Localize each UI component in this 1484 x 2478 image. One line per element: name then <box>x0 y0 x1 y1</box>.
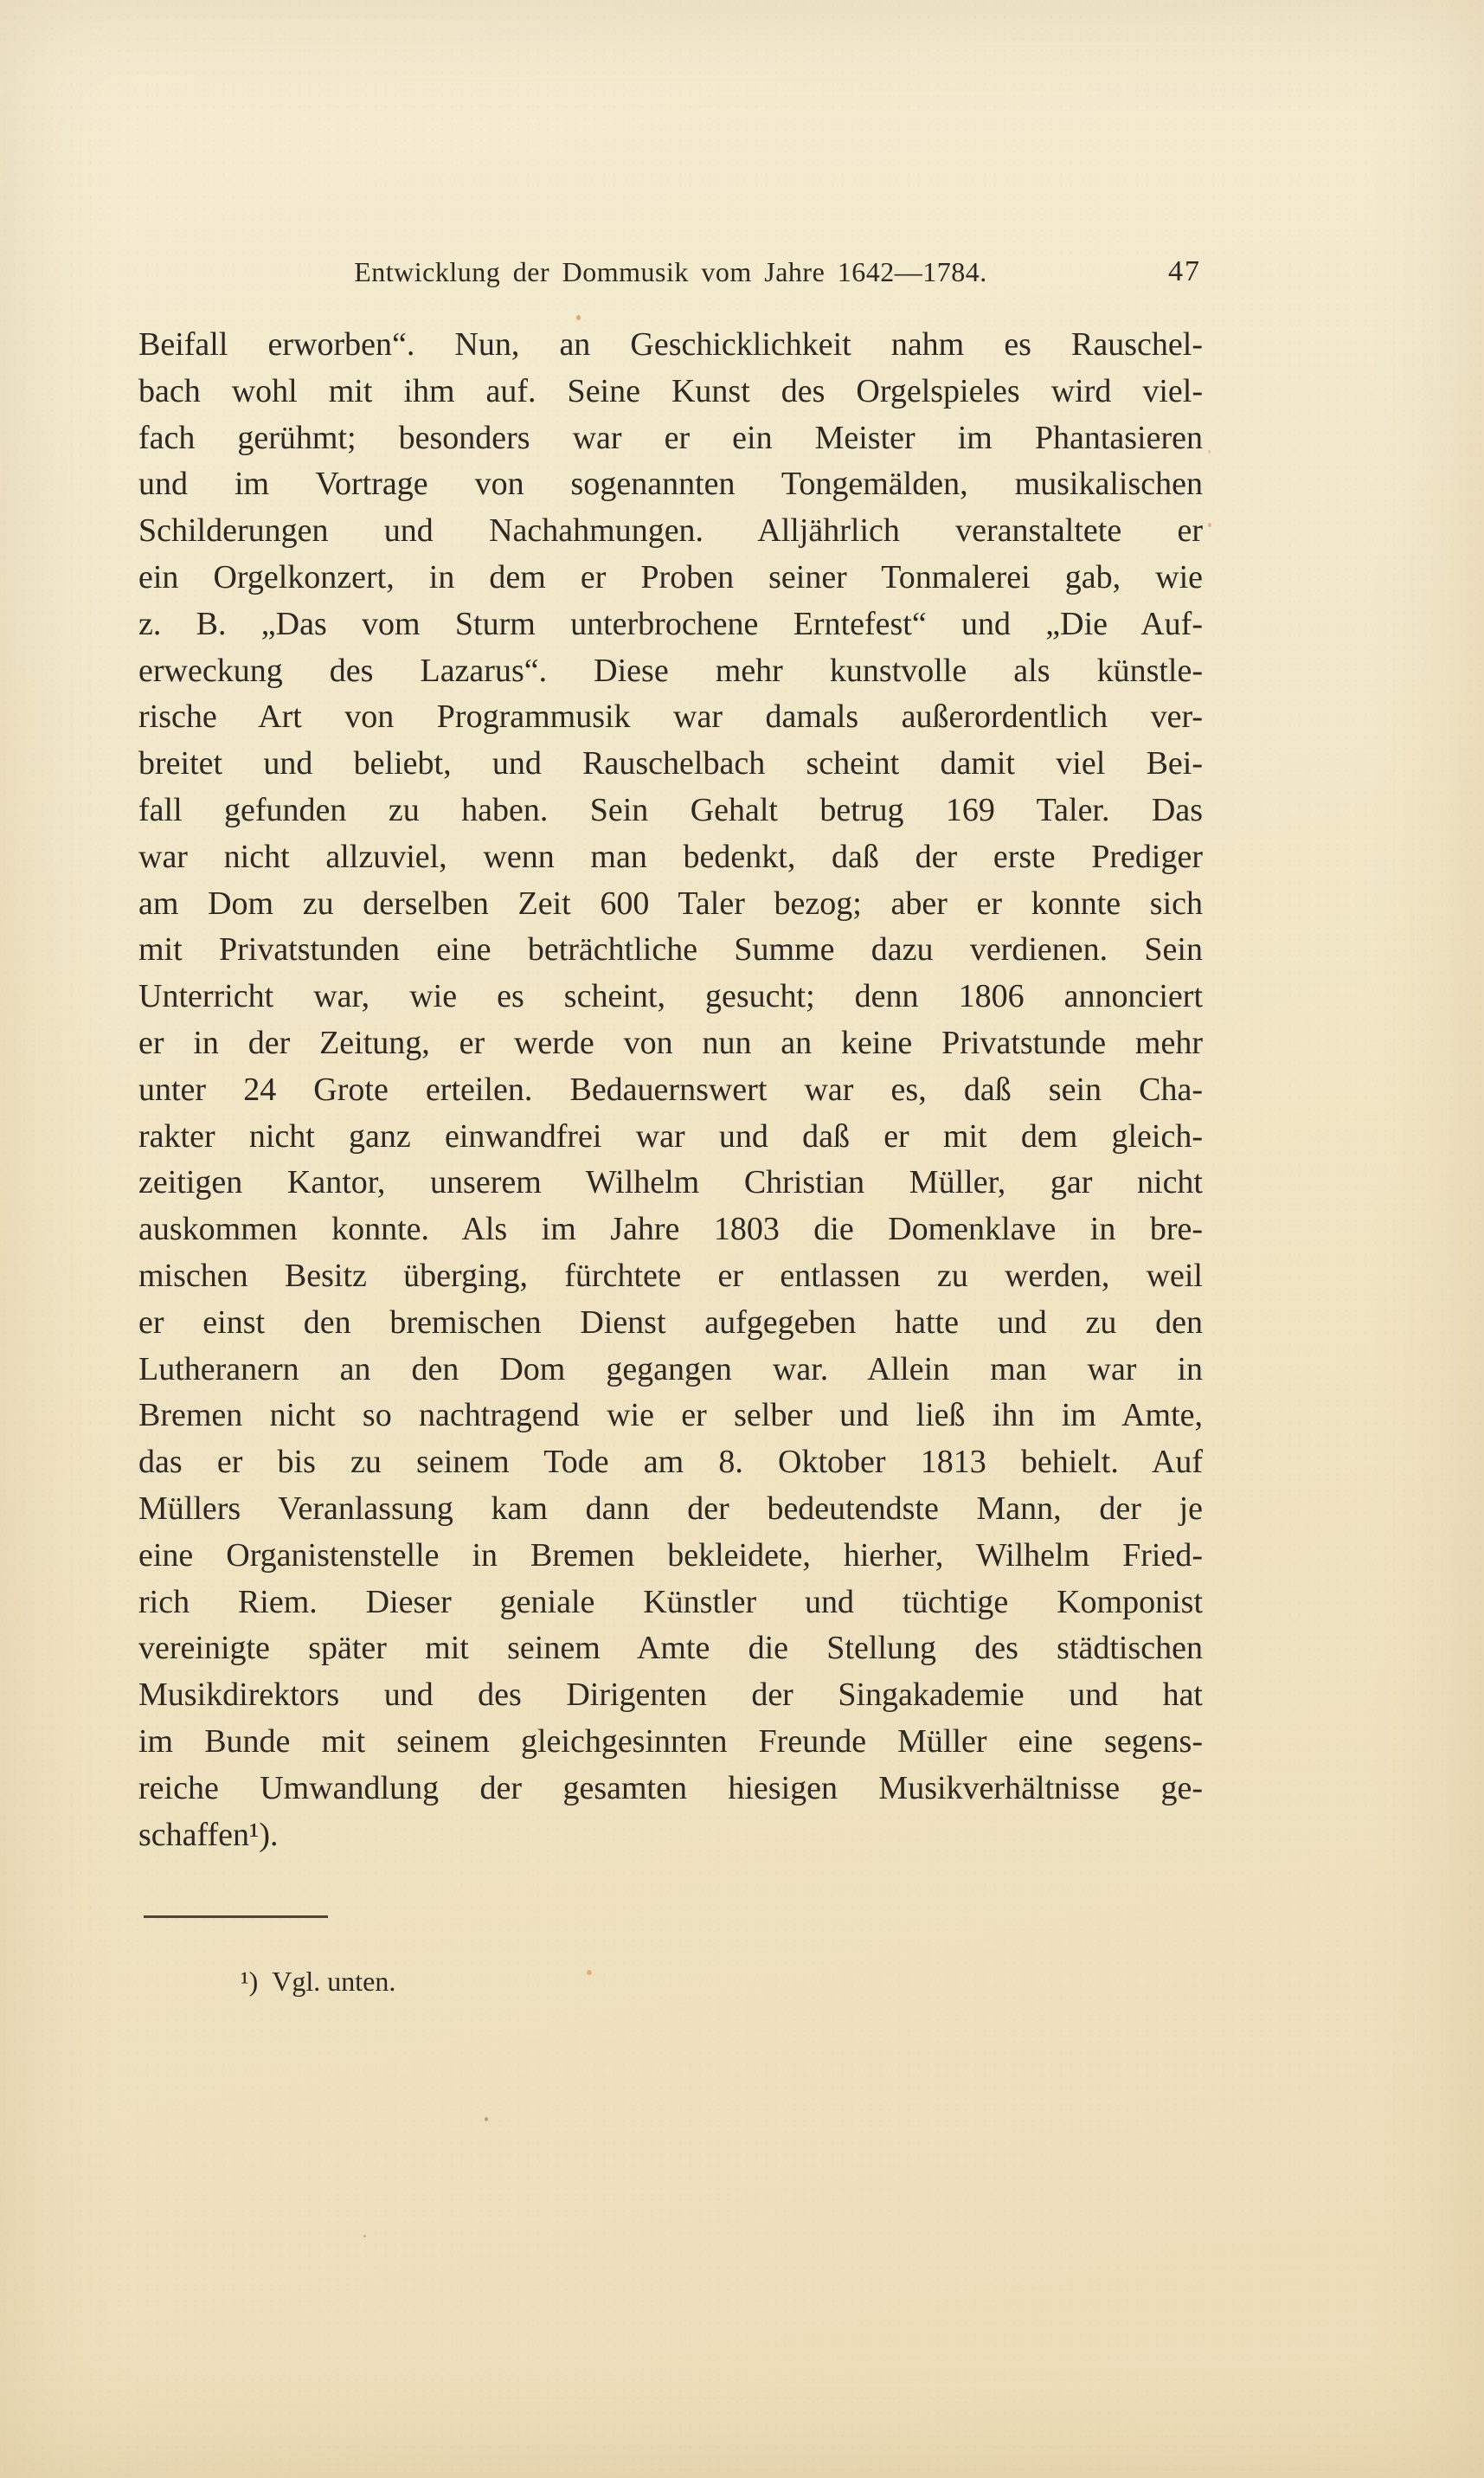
text-line: breitet und beliebt, und Rauschelbach scheint damit viel Bei- <box>138 745 1203 782</box>
paper-speck <box>485 2117 488 2121</box>
text-line: unter 24 Grote erteilen. Bedauernswert war es, daß sein Cha- <box>138 1071 1203 1108</box>
text-line: und im Vortrage von sogenannten Tongemälden, musikalischen <box>138 466 1203 503</box>
text-line: Müllers Veranlassung kam dann der bedeutendste Mann, der je <box>138 1490 1203 1527</box>
text-line: er einst den bremischen Dienst aufgegeben hatte und zu den <box>138 1303 1203 1341</box>
text-line: rich Riem. Dieser geniale Künstler und tüchtige Komponist <box>138 1583 1203 1620</box>
text-line: das er bis zu seinem Tode am 8. Oktober 1813 behielt. Auf <box>138 1444 1203 1481</box>
page-header <box>138 253 1203 293</box>
paper-speck <box>1208 450 1211 454</box>
text-line: Schilderungen und Nachahmungen. Alljährlich veranstaltete er <box>138 512 1203 550</box>
text-line: Bremen nicht so nachtragend wie er selber und ließ ihn im Amte, <box>138 1397 1203 1434</box>
text-line: schaffen¹). <box>138 1816 279 1853</box>
paper-speck <box>576 315 581 320</box>
text-line: bach wohl mit ihm auf. Seine Kunst des Orgelspieles wird viel- <box>138 372 1203 409</box>
text-line: z. B. „Das vom Sturm unterbrochene Erntefest“ und „Die Auf- <box>138 605 1203 642</box>
footnote-text: Vgl. unten. <box>272 1966 396 1997</box>
text-line: er in der Zeitung, er werde von nun an keine Privatstunde mehr <box>138 1024 1203 1061</box>
text-line: rakter nicht ganz einwandfrei war und daß er mit dem gleich- <box>138 1117 1203 1155</box>
text-line: vereinigte später mit seinem Amte die Stellung des städtischen <box>138 1630 1203 1667</box>
text-line: Beifall erworben“. Nun, an Geschicklichkeit nahm es Rauschel- <box>138 326 1203 363</box>
paper-speck <box>363 2235 366 2237</box>
text-line: mischen Besitz überging, fürchtete er entlassen zu werden, weil <box>138 1257 1203 1294</box>
text-line: eine Organistenstelle in Bremen bekleidete, hierher, Wilhelm Fried- <box>138 1536 1203 1574</box>
text-line: ein Orgelkonzert, in dem er Proben seiner Tonmalerei gab, wie <box>138 558 1203 595</box>
footnote <box>241 1961 395 2001</box>
page-number: 47 <box>1168 255 1201 287</box>
text-line: zeitigen Kantor, unserem Wilhelm Christian Müller, gar nicht <box>138 1164 1203 1201</box>
text-line: auskommen konnte. Als im Jahre 1803 die Domenklave in bre- <box>138 1211 1203 1248</box>
text-line: erweckung des Lazarus“. Diese mehr kunstvolle als künstle- <box>138 652 1203 689</box>
running-title: Entwicklung der Dommusik vom Jahre 1642—1784. <box>354 256 987 287</box>
text-line: Musikdirektors und des Dirigenten der Singakademie und hat <box>138 1677 1203 1714</box>
text-line: mit Privatstunden eine beträchtliche Summe dazu verdienen. Sein <box>138 931 1203 969</box>
paper-speck <box>587 1970 592 1975</box>
text-line: rische Art von Programmusik war damals außerordentlich ver- <box>138 698 1203 736</box>
footnote-marker: ¹) <box>241 1966 259 1997</box>
text-line: Lutheranern an den Dom gegangen war. Allein man war in <box>138 1350 1203 1387</box>
text-line: fall gefunden zu haben. Sein Gehalt betrug 169 Taler. Das <box>138 791 1203 828</box>
text-line: war nicht allzuviel, wenn man bedenkt, daß der erste Prediger <box>138 838 1203 875</box>
footnote-separator <box>144 1915 328 1918</box>
text-line: fach gerühmt; besonders war er ein Meister im Phantasieren <box>138 419 1203 456</box>
paper-speck <box>1208 523 1211 527</box>
body-text <box>138 322 1203 1858</box>
text-line: reiche Umwandlung der gesamten hiesigen Musikverhältnisse ge- <box>138 1769 1203 1806</box>
text-line: Unterricht war, wie es scheint, gesucht; denn 1806 annonciert <box>138 978 1203 1015</box>
text-line: im Bunde mit seinem gleichgesinnten Freunde Müller eine segens- <box>138 1722 1203 1760</box>
text-line: am Dom zu derselben Zeit 600 Taler bezog; aber er konnte sich <box>138 885 1203 922</box>
